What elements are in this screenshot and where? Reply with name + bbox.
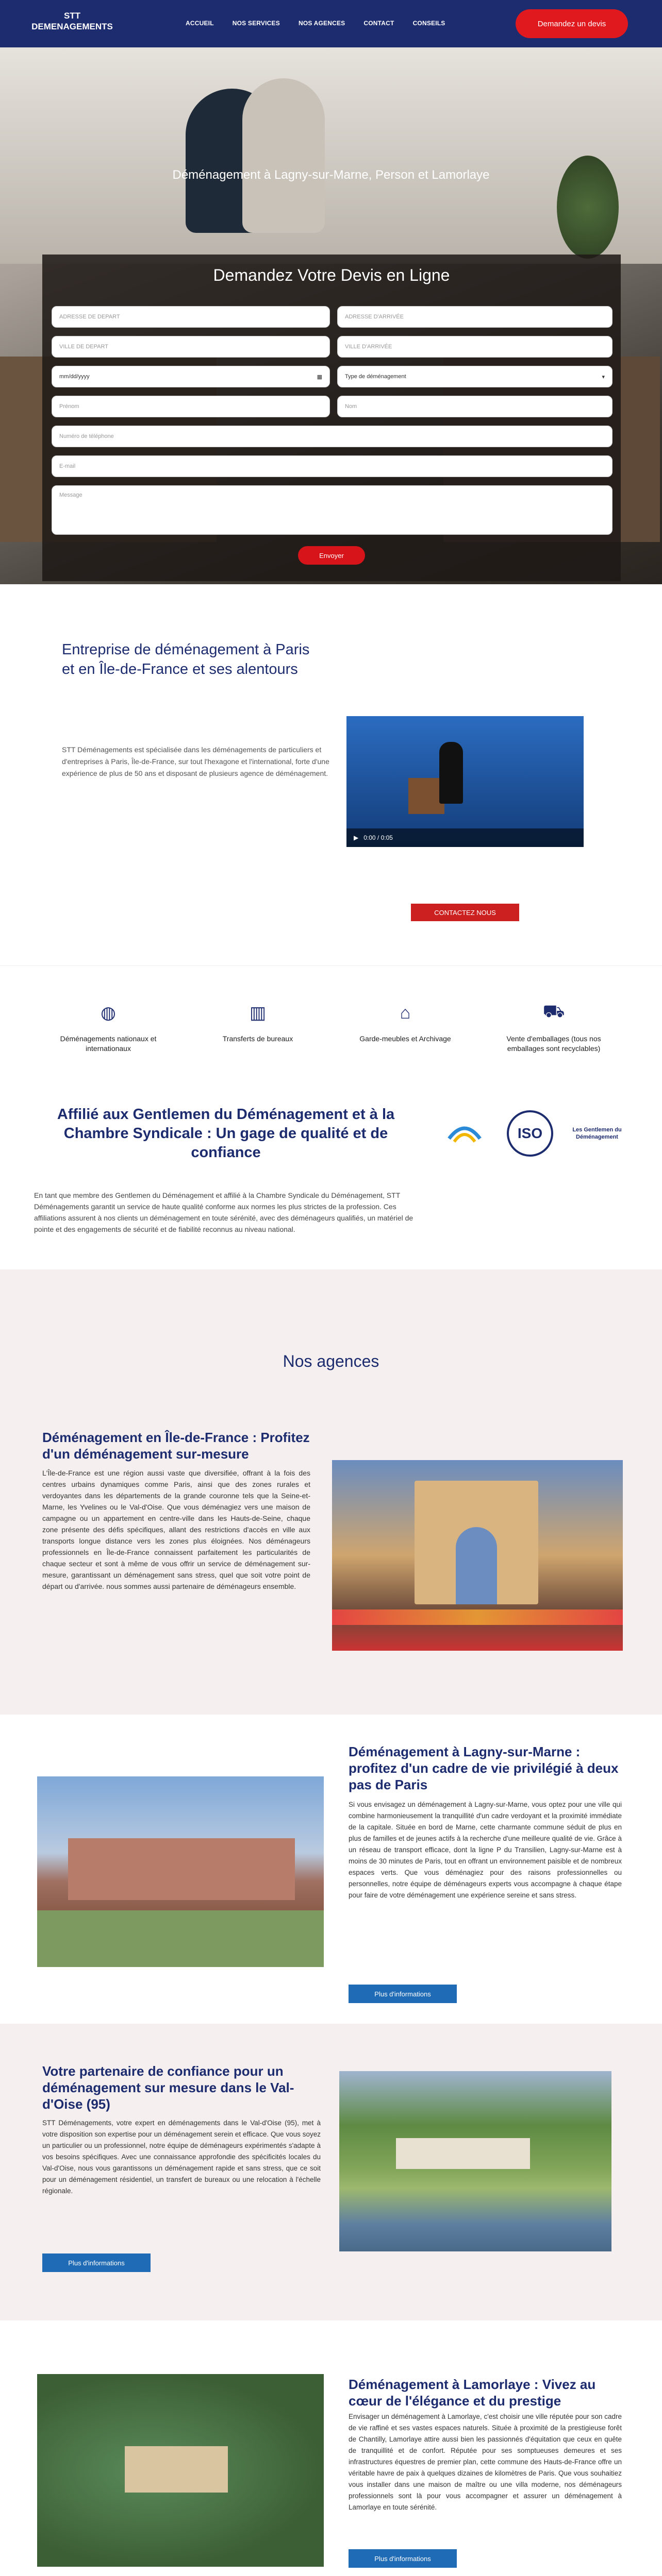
lagny-more-info-button[interactable]: Plus d'informations [349, 1985, 457, 2003]
chateau-aerial-image [37, 2374, 324, 2567]
agency-95-title: Votre partenaire de confiance pour un déménagement sur mesure dans le Val-d'Oise (95) [42, 2063, 294, 2112]
form-title: Demandez Votre Devis en Ligne [213, 266, 450, 284]
agency-lamorlaye [0, 2320, 662, 2576]
nav-conseils[interactable]: CONSEILS [412, 20, 445, 27]
intro-section [0, 584, 662, 965]
agency-lagny-title: Déménagement à Lagny-sur-Marne : profitez d'un cadre de vie privilégié à deux pas de Paris [349, 1744, 619, 1792]
chambre-syndicale-badge [441, 1103, 488, 1164]
moving-type-select[interactable]: Type de déménagement ▾ [337, 366, 613, 387]
services-section [0, 965, 662, 1269]
agency-lagny [0, 1715, 662, 2024]
agencies-title: Nos agences [283, 1352, 379, 1370]
agency-idf-text: L'Île-de-France est une région aussi vaste que diversifiée, offrant à la fois des centres urbains dynamiques comme Paris, ainsi que des zones rurales et verdoyantes dans les départements de la grande couronne tels que la Seine-et-Marne, les Yvelines ou le Val-d'Oise. Que vous déménagiez vers une maison de campagne ou un appartement en centre-ville dans les Hauts-de-Seine, chaque zone présente des défis spécifiques, allant des restrictions d'accès en ville aux transports longue distance vers les zones plus éloignées. Nos déménageurs professionnels en Île-de-France connaissent parfaitement les particularités de chaque secteur et sont à même de vous offrir un service de déménagement sur-mesure, garantissant un déménagement sans stress, quel que soit votre point de départ ou d'arrivée. nous sommes aussi partenaire de déménageurs ensemble. [42, 1469, 310, 1590]
cart-icon: ⛟ [542, 1002, 565, 1021]
contact-button[interactable]: CONTACTEZ NOUS [411, 904, 519, 921]
agencies-section [0, 1269, 662, 2576]
video-time: 0:00 / 0:05 [363, 834, 393, 841]
warehouse-icon: ⌂ [400, 1003, 411, 1023]
agency-lagny-text: Si vous envisagez un déménagement à Lagny-sur-Marne, vous optez pour une ville qui combine harmonieusement la tranquillité d'un cadre verdoyant et la proximité immédiate de la capitale. Située en bord de Marne, cette charmante commune séduit de plus en plus de familles et de jeunes actifs à la recherche d'une meilleure qualité de vie. Grâce à un réseau de transport efficace, dont la ligne P du Transilien, Lagny-sur-Marne est à moins de 30 minutes de Paris, tout en offrant un environnement paisible et de nombreux espaces verts. Que vous déménagiez pour des raisons professionnelles ou personnelles, notre équipe de déménageurs experts vous accompagne à chaque étape pour faire de votre déménagement une expérience sereine et sans stress. [349, 1801, 622, 1899]
date-input[interactable]: mm/dd/yyyy ▦ [52, 366, 330, 387]
hero-title: Déménagement à Lagny-sur-Marne, Person et Lamorlaye [172, 168, 490, 182]
service-packaging: ⛟ Vente d'emballages (tous nos emballages sont recyclables) [506, 1002, 601, 1053]
agency-lamorlaye-text: Envisager un déménagement à Lamorlaye, c'est choisir une ville réputée pour son cadre de vie raffiné et ses vastes espaces naturels. Située à proximité de la prestigieuse forêt de Chantilly, Lamorlaye attire aussi bien les passionnés d'équitation que ceux en quête de tranquillité et de confort. Réputée pour ses somptueuses demeures et ses infrastructures équestres de premier plan, cette commune des Hauts-de-France offre un véritable havre de paix à quelques dizaines de kilomètres de Paris. Que vous souhaitiez vous installer dans une maison de maître ou une villa moderne, nos déménageurs professionnels sont là pour vous accompagner et assurer un déménagement à Lamorlaye en toute sérénité. [349, 2413, 622, 2511]
message-textarea[interactable]: Message [52, 485, 613, 535]
logo[interactable]: STT DEMENAGEMENTS [31, 11, 113, 31]
lamorlaye-more-info-button[interactable]: Plus d'informations [349, 2549, 457, 2568]
lastname-input[interactable]: Nom [337, 396, 613, 417]
quote-request-button[interactable]: Demandez un devis [516, 9, 628, 38]
gentlemen-badge: Les Gentlemen du Déménagement [572, 1127, 622, 1140]
building-icon: ▥ [249, 1003, 267, 1023]
arrival-address-input[interactable]: ADRESSE D'ARRIVÉE [337, 306, 613, 328]
arc-de-triomphe-image [332, 1460, 623, 1651]
depart-city-input[interactable]: VILLE DE DEPART [52, 336, 330, 358]
nav-services[interactable]: NOS SERVICES [232, 20, 280, 27]
agency-idf-title: Déménagement en Île-de-France : Profitez d'un déménagement sur-mesure [42, 1430, 310, 1462]
chevron-down-icon: ▾ [602, 374, 605, 380]
gentlemen-title: Affilié aux Gentlemen du Déménagement et à la Chambre Syndicale : Un gage de qualité et de confiance [57, 1106, 395, 1161]
chateau-image [37, 1776, 324, 1967]
nav-agences[interactable]: NOS AGENCES [298, 20, 345, 27]
firstname-input[interactable]: Prénom [52, 396, 330, 417]
agency-95-text: STT Déménagements, votre expert en déménagements dans le Val-d'Oise (95), met à votre disposition son expertise pour un déménagement serein et efficace. Que vous soyez un particulier ou un professionnel, notre équipe de déménageurs expérimentés s'adapte à vos besoins spécifiques. Avec une connaissance approfondie des spécificités locales du Val-d'Oise, nous vous garantissons un déménagement rapide et sans stress, que ce soit pour un déménagement résidentiel, un transfert de bureaux ou une relocation à l'échelle régionale. [42, 2119, 321, 2195]
video-controls[interactable] [346, 828, 584, 847]
globe-icon: ◍ [101, 1003, 116, 1023]
service-storage: ⌂ Garde-meubles et Archivage [349, 1001, 462, 1044]
main-nav [186, 20, 445, 27]
calendar-icon: ▦ [317, 374, 322, 380]
val-doise-more-info-button[interactable]: Plus d'informations [42, 2253, 151, 2272]
nav-accueil[interactable]: ACCUEIL [186, 20, 214, 27]
agency-lamorlaye-title: Déménagement à Lamorlaye : Vivez au cœur de l'élégance et du prestige [349, 2377, 596, 2409]
nav-contact[interactable]: CONTACT [363, 20, 394, 27]
send-button[interactable]: Envoyer [298, 546, 365, 565]
iso-badge: ISO [504, 1103, 556, 1164]
hero-section [0, 47, 662, 584]
play-icon[interactable]: ▶ [354, 834, 359, 841]
intro-video[interactable] [346, 716, 584, 847]
service-national: ◍ Déménagements nationaux et internationaux [52, 1001, 165, 1054]
depart-address-input[interactable]: ADRESSE DE DEPART [52, 306, 330, 328]
arrival-city-input[interactable]: VILLE D'ARRIVÉE [337, 336, 613, 358]
intro-title: Entreprise de déménagement à Paris et en Île-de-France et ses alentours [62, 641, 310, 677]
phone-input[interactable]: Numéro de téléphone [52, 426, 613, 447]
gentlemen-text: En tant que membre des Gentlemen du Déménagement et affilié à la Chambre Syndicale du Déménagement, STT Déménagements garantit un service de haute qualité conforme aux normes les plus strictes de la profession. Ces affiliations assurent à nos clients un déménagement en toute sérénité, avec des déménageurs qualifiés, un matériel de pointe et des engagements de sécurité et de fiabilité reconnus au niveau national. [34, 1191, 413, 1233]
intro-text: STT Déménagements est spécialisée dans les déménagements de particuliers et d'entreprises à Paris, Île-de-France, sur tout l'hexagone et l'international, forte d'une expérience de plus de 50 ans et disposant de plusieurs agence de déménagement. [62, 745, 329, 777]
service-offices: ▥ Transferts de bureaux [201, 1001, 315, 1044]
site-header [0, 0, 662, 47]
email-input[interactable]: E-mail [52, 455, 613, 477]
river-village-image [339, 2071, 611, 2251]
quote-form [42, 255, 621, 581]
